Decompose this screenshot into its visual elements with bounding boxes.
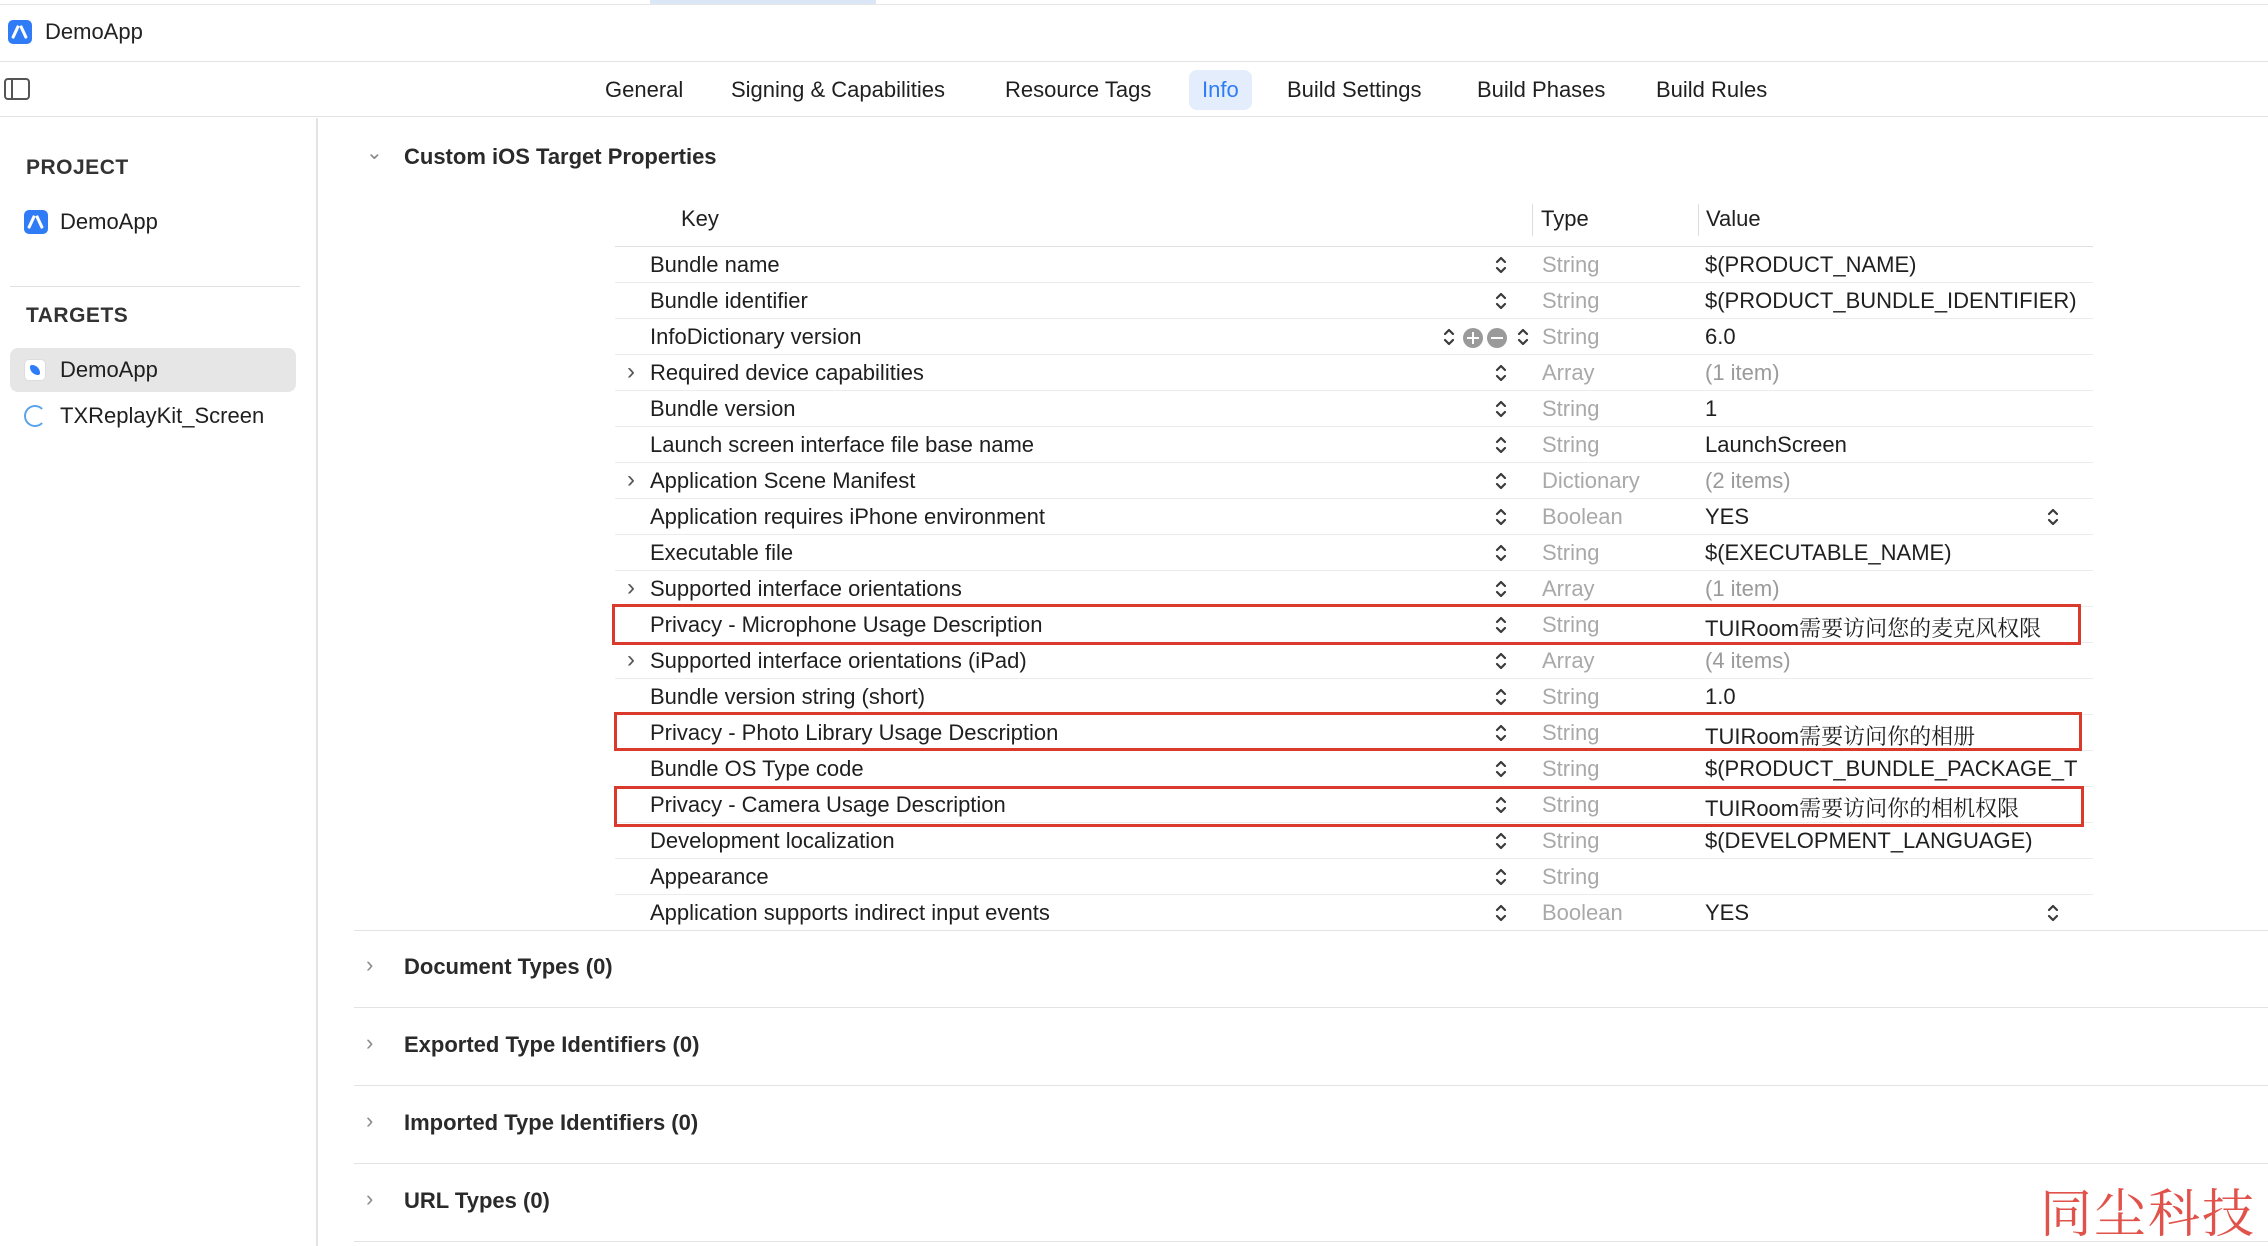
- sidebar-divider: [10, 286, 300, 287]
- row-key[interactable]: Executable file: [650, 540, 794, 565]
- chevron-right-icon[interactable]: ›: [366, 1030, 374, 1055]
- column-header-type[interactable]: Type: [1541, 206, 1589, 231]
- row-value[interactable]: $(PRODUCT_BUNDLE_IDENTIFIER): [1705, 288, 2077, 313]
- row-key[interactable]: Bundle name: [650, 252, 780, 277]
- app-target-icon: [24, 359, 46, 381]
- row-value[interactable]: $(EXECUTABLE_NAME): [1705, 540, 1952, 565]
- row-value[interactable]: 1.0: [1705, 684, 1736, 709]
- table-row[interactable]: [615, 751, 2093, 787]
- section-label: Exported Type Identifiers (0): [404, 1032, 700, 1057]
- table-row[interactable]: [615, 571, 2093, 607]
- replay-extension-icon: [24, 405, 46, 427]
- type-stepper-icon[interactable]: [1493, 577, 1509, 601]
- row-type[interactable]: String: [1542, 540, 1600, 565]
- row-value[interactable]: TUIRoom需要访问你的相机权限: [1705, 796, 2020, 821]
- row-key[interactable]: Privacy - Microphone Usage Description: [650, 612, 1043, 637]
- title-divider: [0, 61, 2268, 62]
- watermark: 同尘科技: [2040, 1185, 2257, 1245]
- section-expanded-chevron-icon[interactable]: ⌄: [366, 142, 383, 164]
- tab-build-phases[interactable]: Build Phases: [1477, 77, 1606, 102]
- row-value[interactable]: YES: [1705, 504, 1750, 529]
- row-key[interactable]: Bundle version: [650, 396, 796, 421]
- tab-signing-capabilities[interactable]: Signing & Capabilities: [731, 77, 946, 102]
- column-separator: [1698, 204, 1699, 236]
- type-stepper-icon[interactable]: [1493, 469, 1509, 493]
- row-type[interactable]: String: [1542, 612, 1600, 637]
- row-type[interactable]: String: [1542, 324, 1600, 349]
- table-row[interactable]: [615, 391, 2093, 427]
- sidebar-item-project-demoapp[interactable]: [10, 200, 296, 244]
- row-value[interactable]: 1: [1705, 396, 1718, 421]
- row-value[interactable]: YES: [1705, 900, 1750, 925]
- row-type[interactable]: String: [1542, 792, 1600, 817]
- row-key[interactable]: Privacy - Camera Usage Description: [650, 792, 1006, 817]
- row-type[interactable]: String: [1542, 720, 1600, 745]
- type-stepper-icon[interactable]: [1493, 397, 1509, 421]
- table-row[interactable]: [615, 895, 2093, 931]
- row-key[interactable]: Development localization: [650, 828, 895, 853]
- sidebar-item-label: DemoApp: [60, 209, 158, 234]
- section-exported-type-identifiers[interactable]: [354, 1008, 2268, 1086]
- type-stepper-icon[interactable]: [1493, 433, 1509, 457]
- type-stepper-icon[interactable]: [1515, 325, 1531, 349]
- row-type[interactable]: Array: [1542, 576, 1595, 601]
- table-row[interactable]: [615, 355, 2093, 391]
- table-row[interactable]: [615, 319, 2093, 355]
- type-stepper-icon[interactable]: [1493, 757, 1509, 781]
- sidebar-item-target-demoapp[interactable]: [10, 348, 296, 392]
- table-row[interactable]: [615, 283, 2093, 319]
- row-type[interactable]: Dictionary: [1542, 468, 1640, 493]
- row-key[interactable]: Launch screen interface file base name: [650, 432, 1035, 457]
- table-row[interactable]: [615, 643, 2093, 679]
- tab-build-rules[interactable]: Build Rules: [1656, 77, 1768, 102]
- window-top-border: [0, 4, 2268, 5]
- type-stepper-icon[interactable]: [1493, 253, 1509, 277]
- remove-row-icon[interactable]: [1487, 328, 1507, 348]
- row-value[interactable]: (2 items): [1705, 468, 1791, 493]
- row-value[interactable]: (1 item): [1705, 576, 1780, 601]
- row-type[interactable]: Boolean: [1542, 504, 1623, 529]
- type-stepper-icon[interactable]: [1493, 685, 1509, 709]
- window-title: DemoApp: [45, 19, 143, 44]
- row-key[interactable]: Required device capabilities: [650, 360, 924, 385]
- section-document-types[interactable]: [354, 930, 2268, 1008]
- row-type[interactable]: Array: [1542, 360, 1595, 385]
- row-type[interactable]: Boolean: [1542, 900, 1623, 925]
- type-stepper-icon[interactable]: [1493, 829, 1509, 853]
- tab-resource-tags[interactable]: Resource Tags: [1005, 77, 1152, 102]
- column-separator: [1532, 204, 1533, 236]
- row-type[interactable]: String: [1542, 432, 1600, 457]
- section-url-types[interactable]: [354, 1164, 2268, 1242]
- section-imported-type-identifiers[interactable]: [354, 1086, 2268, 1164]
- column-header-value[interactable]: Value: [1706, 206, 1761, 231]
- value-popup-icon[interactable]: [2045, 505, 2061, 529]
- row-key[interactable]: Application requires iPhone environment: [650, 504, 1046, 529]
- type-stepper-icon[interactable]: [1493, 901, 1509, 925]
- chevron-right-icon[interactable]: ›: [366, 1108, 374, 1133]
- row-type[interactable]: String: [1542, 684, 1600, 709]
- table-row[interactable]: [615, 427, 2093, 463]
- row-type[interactable]: String: [1542, 396, 1600, 421]
- row-type[interactable]: String: [1542, 756, 1600, 781]
- row-key[interactable]: Appearance: [650, 864, 769, 889]
- table-row[interactable]: [615, 463, 2093, 499]
- title-row: [0, 10, 143, 54]
- table-row[interactable]: [615, 499, 2093, 535]
- row-type[interactable]: Array: [1542, 648, 1595, 673]
- section-title-custom-properties: Custom iOS Target Properties: [404, 144, 717, 169]
- targets-heading: TARGETS: [26, 304, 129, 327]
- row-key[interactable]: Bundle OS Type code: [650, 756, 864, 781]
- project-navigator-sidebar: [0, 118, 318, 1246]
- row-value[interactable]: (1 item): [1705, 360, 1780, 385]
- type-stepper-icon[interactable]: [1493, 865, 1509, 889]
- table-row[interactable]: [615, 859, 2093, 895]
- row-value[interactable]: $(DEVELOPMENT_LANGUAGE): [1705, 828, 2033, 853]
- row-type[interactable]: String: [1542, 828, 1600, 853]
- toolbar-divider: [0, 116, 2268, 117]
- row-key[interactable]: Supported interface orientations: [650, 576, 962, 601]
- sidebar-item-label: TXReplayKit_Screen: [60, 403, 265, 428]
- project-heading: PROJECT: [26, 156, 129, 179]
- row-key[interactable]: Application supports indirect input events: [650, 900, 1050, 925]
- row-key[interactable]: Bundle identifier: [650, 288, 808, 313]
- project-app-icon: [24, 210, 48, 234]
- tab-build-settings[interactable]: Build Settings: [1287, 77, 1422, 102]
- table-row[interactable]: [615, 823, 2093, 859]
- chevron-right-icon[interactable]: ›: [366, 952, 374, 977]
- row-value[interactable]: TUIRoom需要访问你的相册: [1705, 724, 1976, 749]
- sidebar-item-target-txreplaykit[interactable]: [10, 394, 296, 438]
- tab-general[interactable]: General: [605, 77, 684, 102]
- disclosure-chevron-icon[interactable]: ›: [627, 466, 635, 493]
- type-stepper-icon[interactable]: [1493, 541, 1509, 565]
- highlight-box-camera: [614, 786, 2084, 827]
- row-key[interactable]: Bundle version string (short): [650, 684, 926, 709]
- row-value[interactable]: LaunchScreen: [1705, 432, 1847, 457]
- row-key[interactable]: Supported interface orientations (iPad): [650, 648, 1027, 673]
- add-row-icon[interactable]: [1463, 328, 1483, 348]
- table-row[interactable]: [615, 247, 2093, 283]
- row-value[interactable]: 6.0: [1705, 324, 1736, 349]
- row-type[interactable]: String: [1542, 288, 1600, 313]
- key-stepper-icon[interactable]: [1441, 325, 1457, 349]
- type-stepper-icon[interactable]: [1493, 505, 1509, 529]
- row-value[interactable]: TUIRoom需要访问您的麦克风权限: [1705, 616, 2042, 641]
- table-row[interactable]: [615, 679, 2093, 715]
- app-icon: [8, 20, 32, 44]
- type-stepper-icon[interactable]: [1493, 289, 1509, 313]
- highlight-box-microphone: [612, 604, 2081, 645]
- highlight-box-photo-library: [614, 712, 2082, 751]
- type-stepper-icon[interactable]: [1493, 361, 1509, 385]
- section-label: Document Types (0): [404, 954, 613, 979]
- section-label: URL Types (0): [404, 1188, 550, 1213]
- column-header-key[interactable]: Key: [681, 206, 719, 231]
- value-popup-icon[interactable]: [2045, 901, 2061, 925]
- row-value[interactable]: (4 items): [1705, 648, 1791, 673]
- tab-info[interactable]: Info: [1189, 70, 1252, 110]
- type-stepper-icon[interactable]: [1493, 649, 1509, 673]
- table-row[interactable]: [615, 535, 2093, 571]
- row-key[interactable]: Application Scene Manifest: [650, 468, 916, 493]
- row-value[interactable]: $(PRODUCT_NAME): [1705, 252, 1917, 277]
- row-type[interactable]: String: [1542, 864, 1600, 889]
- disclosure-chevron-icon[interactable]: ›: [627, 646, 635, 673]
- disclosure-chevron-icon[interactable]: ›: [627, 574, 635, 601]
- disclosure-chevron-icon[interactable]: ›: [627, 358, 635, 385]
- row-value[interactable]: $(PRODUCT_BUNDLE_PACKAGE_T: [1705, 756, 2078, 781]
- editor-tabs: [0, 70, 2268, 110]
- chevron-right-icon[interactable]: ›: [366, 1186, 374, 1211]
- row-key[interactable]: InfoDictionary version: [650, 324, 862, 349]
- section-label: Imported Type Identifiers (0): [404, 1110, 699, 1135]
- sidebar-item-label: DemoApp: [60, 357, 158, 382]
- row-type[interactable]: String: [1542, 252, 1600, 277]
- row-key[interactable]: Privacy - Photo Library Usage Description: [650, 720, 1059, 745]
